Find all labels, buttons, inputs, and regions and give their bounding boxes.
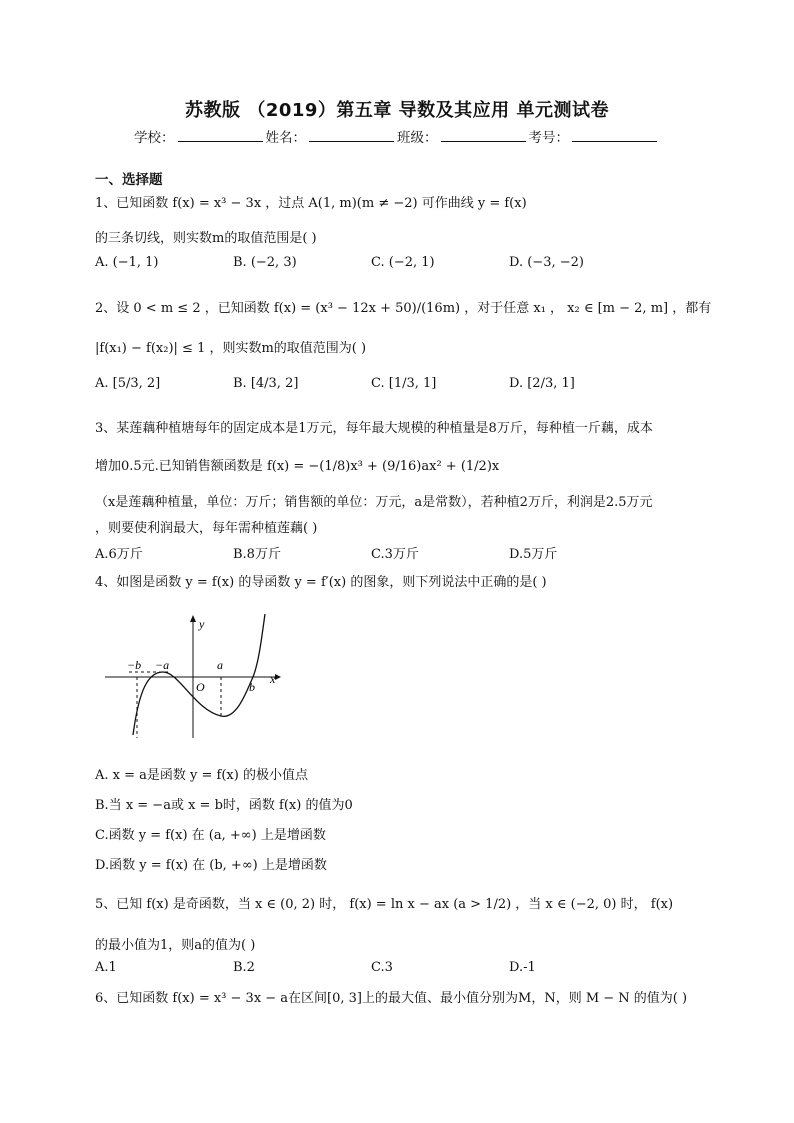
question-1-option-b[interactable]: B. (−2, 3): [233, 255, 297, 270]
question-2-option-c[interactable]: C. [1/3, 1]: [371, 376, 437, 391]
question-1-stem: 1、已知函数 f(x) = x³ − 3x ，过点 A(1, m)(m ≠ −2) 可作曲线 y = f(x): [95, 196, 527, 211]
school-blank[interactable]: [178, 129, 263, 142]
question-3-option-c[interactable]: C.3万斤: [371, 547, 419, 562]
derivative-curve: [133, 614, 265, 735]
question-5-option-b[interactable]: B.2: [233, 960, 255, 975]
question-4-option-d[interactable]: D.函数 y = f(x) 在 (b, +∞) 上是增函数: [95, 858, 327, 873]
question-5-option-a[interactable]: A.1: [95, 960, 117, 975]
b-label: b: [249, 680, 255, 694]
question-2-stem: 2、设 0 < m ≤ 2 ，已知函数 f(x) = (x³ − 12x + 50)/(16m) ，对于任意 x₁ ， x₂ ∈ [m − 2, m] ，都有: [95, 301, 712, 316]
question-3-stem: 3、某莲藕种植塘每年的固定成本是1万元，每年最大规模的种植量是8万斤，每种植一斤藕，成本: [95, 421, 653, 436]
class-label: 班级：: [397, 130, 438, 146]
question-2-option-a[interactable]: A. [5/3, 2]: [95, 376, 161, 391]
question-4-option-c[interactable]: C.函数 y = f(x) 在 (a, +∞) 上是增函数: [95, 828, 326, 843]
name-label: 姓名：: [265, 130, 306, 146]
question-2-option-b[interactable]: B. [4/3, 2]: [233, 376, 299, 391]
school-label: 学校：: [134, 130, 175, 146]
question-1-stem-cont: 的三条切线，则实数m的取值范围是( ): [95, 231, 317, 246]
question-3-option-b[interactable]: B.8万斤: [233, 547, 281, 562]
y-axis-arrow: [190, 615, 196, 622]
question-3-option-d[interactable]: D.5万斤: [509, 547, 558, 562]
question-2-option-d[interactable]: D. [2/3, 1]: [509, 376, 575, 391]
class-blank[interactable]: [441, 129, 526, 142]
question-1-option-c[interactable]: C. (−2, 1): [371, 255, 435, 270]
question-4-stem: 4、如图是函数 y = f(x) 的导函数 y = f′(x) 的图象，则下列说法中正确的是( ): [95, 575, 547, 590]
derivative-graph: [103, 610, 283, 740]
origin-label: O: [196, 680, 205, 694]
exam-no-label: 考号：: [528, 130, 569, 146]
question-3-stem-cont2: （x是莲藕种植量，单位：万斤；销售额的单位：万元，a是常数），若种植2万斤，利润是2.5万元: [95, 495, 653, 510]
x-axis-label: x: [270, 672, 276, 686]
question-5-option-c[interactable]: C.3: [371, 960, 393, 975]
x-axis-arrow: [275, 674, 281, 680]
question-5-option-d[interactable]: D.-1: [509, 960, 536, 975]
section-title: 一、选择题: [95, 172, 163, 188]
neg-b-label: −b: [127, 658, 142, 672]
question-3-option-a[interactable]: A.6万斤: [95, 547, 143, 562]
question-3-stem-cont3: ，则要使利润最大，每年需种植莲藕( ): [95, 521, 318, 536]
a-label: a: [217, 658, 223, 672]
student-info-line: [0, 126, 794, 146]
exam-no-blank[interactable]: [572, 129, 657, 142]
question-5-stem-cont: 的最小值为1，则a的值为( ): [95, 938, 256, 953]
y-axis-label: y: [199, 617, 205, 631]
question-5-stem: 5、已知 f(x) 是奇函数，当 x ∈ (0, 2) 时， f(x) = ln x − ax (a > 1/2) ，当 x ∈ (−2, 0) 时， f(x): [95, 897, 674, 912]
question-2-stem-cont: |f(x₁) − f(x₂)| ≤ 1 ，则实数m的取值范围为( ): [95, 341, 367, 356]
question-3-stem-cont: 增加0.5元.已知销售额函数是 f(x) = −(1/8)x³ + (9/16)ax² + (1/2)x: [95, 459, 500, 474]
question-1-option-d[interactable]: D. (−3, −2): [509, 255, 584, 270]
name-blank[interactable]: [309, 129, 394, 142]
question-4-option-b[interactable]: B.当 x = −a或 x = b时，函数 f(x) 的值为0: [95, 798, 353, 813]
question-1-option-a[interactable]: A. (−1, 1): [95, 255, 159, 270]
question-4-option-a[interactable]: A. x = a是函数 y = f(x) 的极小值点: [95, 768, 308, 783]
question-6-stem: 6、已知函数 f(x) = x³ − 3x − a在区间[0, 3]上的最大值、最小值分别为M，N，则 M − N 的值为( ): [95, 991, 688, 1006]
neg-a-label: −a: [155, 658, 170, 672]
page-title: 苏教版 （2019）第五章 导数及其应用 单元测试卷: [185, 100, 609, 121]
